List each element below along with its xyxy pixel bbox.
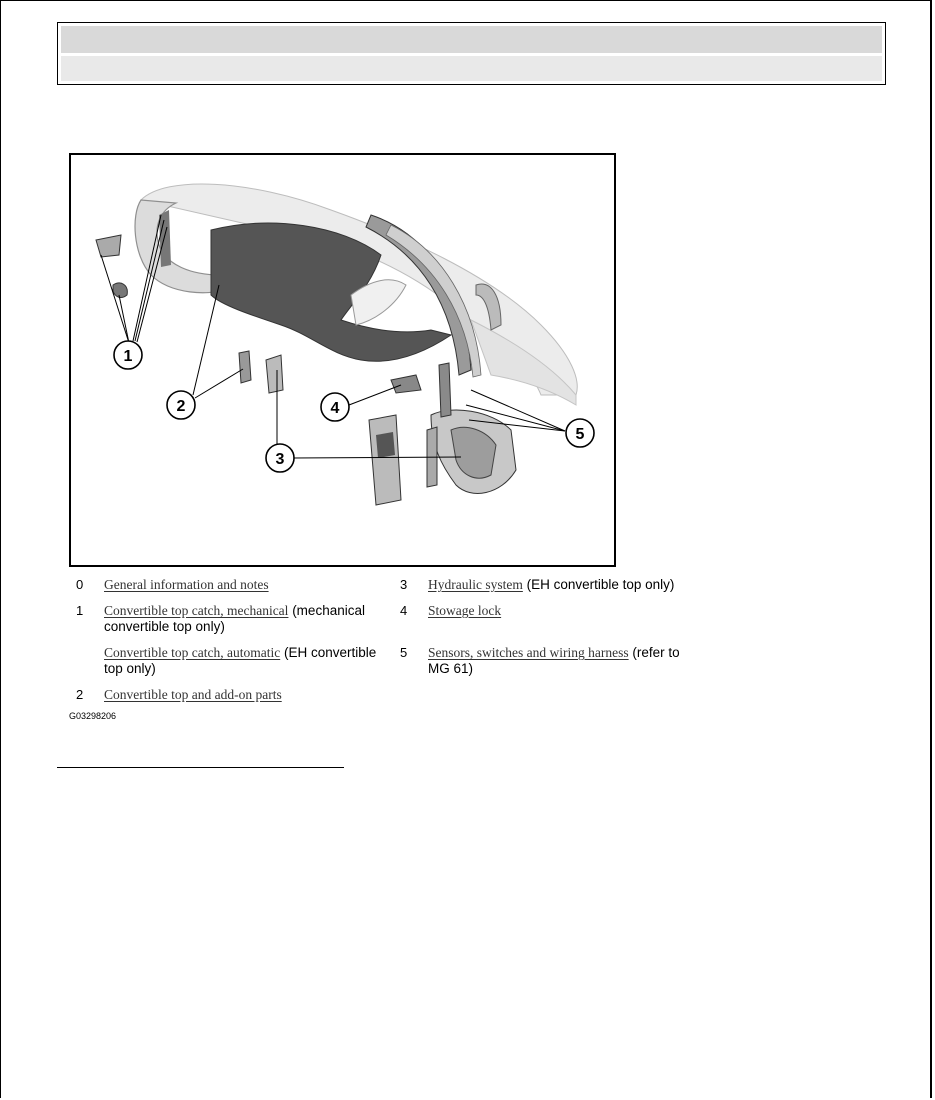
convertible-top-figure xyxy=(69,153,616,567)
header-box xyxy=(57,22,886,85)
legend-entry-5: Sensors, switches and wiring harness (refer to MG 61) xyxy=(428,645,680,676)
legend-entry-1: Convertible top catch, mechanical (mechanical convertible top only) xyxy=(104,603,365,634)
legend-link-top-catch-automatic[interactable]: Convertible top catch, automatic xyxy=(104,645,281,660)
legend-link-stowage-lock[interactable]: Stowage lock xyxy=(428,603,502,618)
callout-5 xyxy=(566,419,594,447)
svg-text:2: 2 xyxy=(176,398,186,415)
header-title-bar xyxy=(61,26,882,53)
callout-1 xyxy=(114,341,142,369)
legend-entry-3: Hydraulic system (EH convertible top only) xyxy=(428,577,675,592)
legend-entry-4 xyxy=(428,603,698,619)
callout-2 xyxy=(167,391,195,419)
legend-link-hydraulic-system[interactable]: Hydraulic system xyxy=(428,577,523,592)
svg-text:5: 5 xyxy=(575,426,585,443)
header-subtitle-bar xyxy=(61,56,882,81)
callout-4 xyxy=(321,393,349,421)
svg-text:1: 1 xyxy=(123,348,133,365)
legend-link-general-information[interactable]: General information and notes xyxy=(104,577,269,592)
legend-number: 3 xyxy=(400,577,408,592)
legend-number: 5 xyxy=(400,645,408,660)
svg-text:3: 3 xyxy=(275,451,285,468)
legend-entry-0 xyxy=(104,577,389,593)
legend-link-top-catch-mechanical[interactable]: Convertible top catch, mechanical xyxy=(104,603,289,618)
section-divider xyxy=(57,767,344,768)
legend-number: 2 xyxy=(76,687,84,702)
legend-entry-1b: Convertible top catch, automatic (EH convertible top only) xyxy=(104,645,377,676)
legend-link-sensors-switches-wiring[interactable]: Sensors, switches and wiring harness xyxy=(428,645,629,660)
legend-number: 4 xyxy=(400,603,408,618)
legend-link-top-add-on-parts[interactable]: Convertible top and add-on parts xyxy=(104,687,282,702)
legend-number: 1 xyxy=(76,603,84,618)
svg-text:4: 4 xyxy=(330,400,340,417)
figure-id: G03298206 xyxy=(69,711,117,721)
callout-3 xyxy=(266,444,294,472)
legend-entry-2 xyxy=(104,687,389,703)
convertible-top-illustration xyxy=(71,155,616,567)
legend-number: 0 xyxy=(76,577,84,592)
